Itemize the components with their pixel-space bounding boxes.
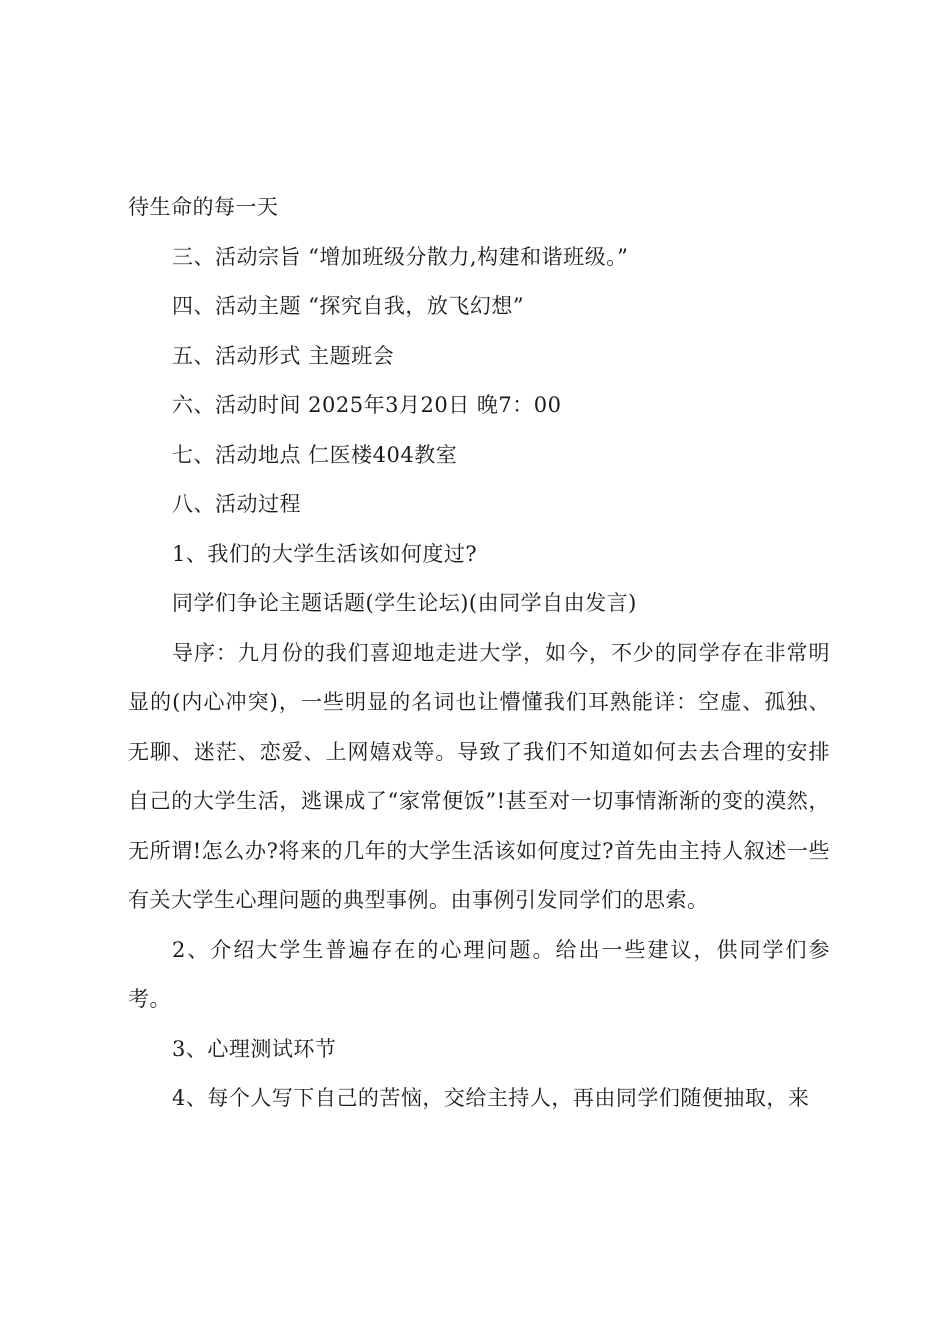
paragraph-activity-location: 七、活动地点 仁医楼404教室 [172, 442, 458, 467]
paragraph-introduction: 导序：九月份的我们喜迎地走进大学，如今，不少的同学存在非常明显的(内心冲突)，一些明显的名词也让懵懂我们耳熟能详：空虚、孤独、无聊、迷茫、恋爱、上网嬉戏等。导致了我们不知道如何去去合理的安排自己的大学生活，逃课成了“家常便饭”!甚至对一切事情渐渐的变的漠然，无所谓!怎么办?将来的几年的大学生活该如何度过?首先由主持人叙述一些有关大学生心理问题的典型事例。由事例引发同学们的思索。 [128, 640, 830, 912]
paragraph-step-3: 3、心理测试环节 [172, 1036, 337, 1061]
document-body [128, 183, 830, 1124]
paragraph-activity-time: 六、活动时间 2025年3月20日 晚7：00 [172, 393, 562, 417]
paragraph-step-1-discussion: 同学们争论主题话题(学生论坛)(由同学自由发言) [172, 591, 637, 615]
paragraph-continuation: 待生命的每一天 [128, 195, 279, 219]
paragraph-activity-purpose: 三、活动宗旨 “增加班级分散力,构建和谐班级。” [172, 244, 629, 269]
paragraph-activity-form: 五、活动形式 主题班会 [172, 343, 395, 368]
paragraph-activity-theme: 四、活动主题 “探究自我，放飞幻想” [172, 294, 525, 318]
paragraph-step-2: 2、介绍大学生普遍存在的心理问题。给出一些建议，供同学们参考。 [128, 937, 830, 1011]
paragraph-activity-process: 八、活动过程 [172, 492, 301, 516]
paragraph-step-1: 1、我们的大学生活该如何度过? [172, 541, 478, 566]
paragraph-step-4: 4、每个人写下自己的苦恼，交给主持人，再由同学们随便抽取，来 [172, 1086, 810, 1110]
